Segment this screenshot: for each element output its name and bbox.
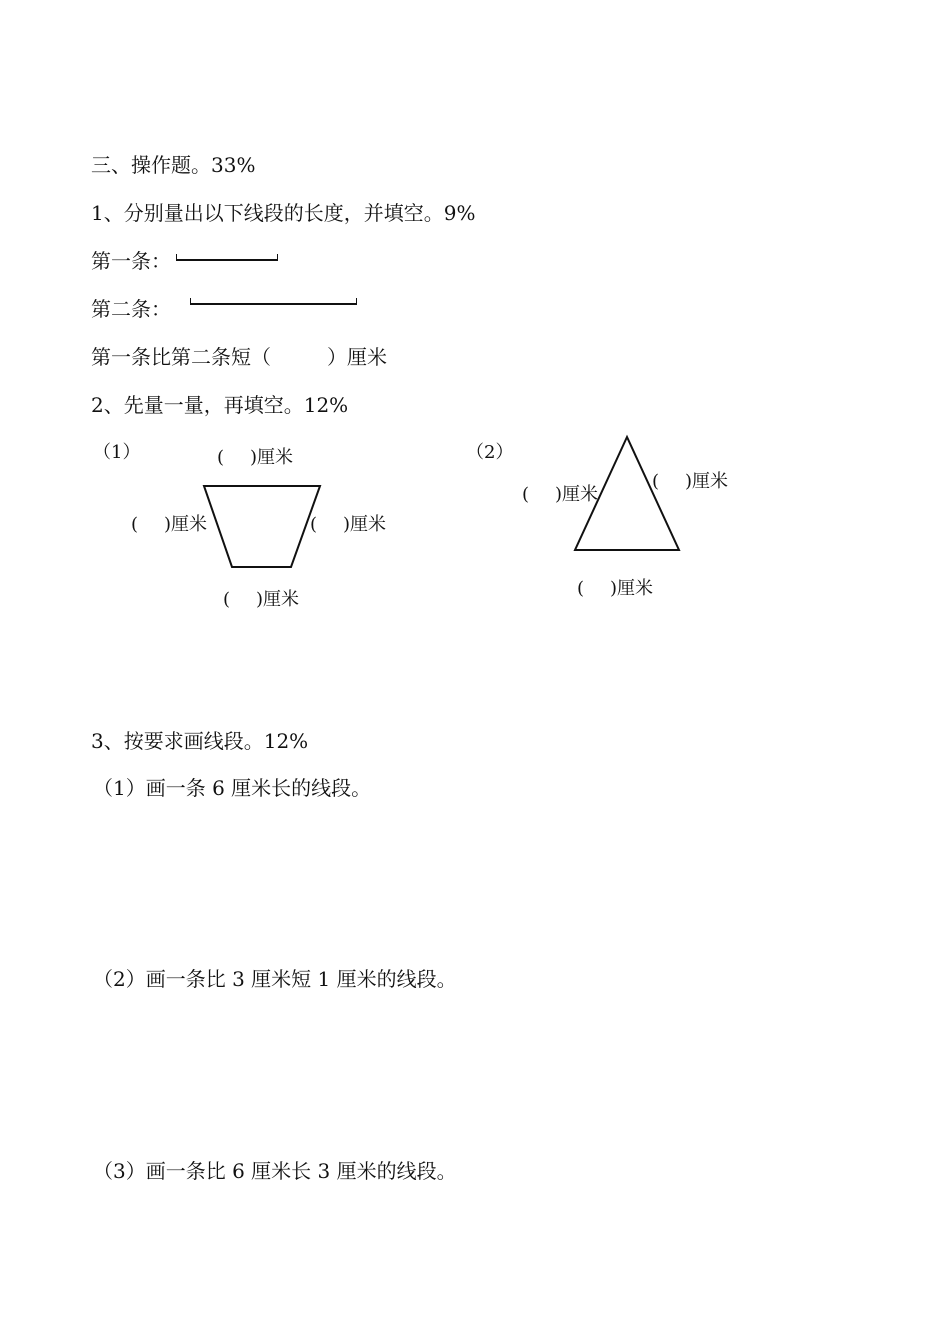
question-3-item-2: （2）画一条比 3 厘米短 1 厘米的线段。 xyxy=(93,967,457,991)
triangle-bottom-blank[interactable]: ( )厘米 xyxy=(577,578,654,599)
trapezoid-right-blank[interactable]: ( )厘米 xyxy=(310,514,387,535)
section-title: 三、操作题。33% xyxy=(91,153,256,177)
trapezoid-top-blank[interactable]: ( )厘米 xyxy=(217,447,294,468)
question-3-item-3: （3）画一条比 6 厘米长 3 厘米的线段。 xyxy=(93,1159,457,1183)
compare-text-after: ）厘米 xyxy=(327,345,387,369)
compare-text-before: 第一条比第二条短（ xyxy=(91,345,271,369)
first-segment-label: 第一条： xyxy=(91,249,171,273)
trapezoid-left-blank[interactable]: ( )厘米 xyxy=(131,514,208,535)
triangle-right-blank[interactable]: ( )厘米 xyxy=(652,471,729,492)
trapezoid-bottom-blank[interactable]: ( )厘米 xyxy=(223,589,300,610)
part-2-label: （2） xyxy=(466,442,514,463)
question-1-title: 1、分别量出以下线段的长度，并填空。9% xyxy=(91,201,476,225)
triangle-left-blank[interactable]: ( )厘米 xyxy=(522,484,599,505)
part-1-label: （1） xyxy=(93,442,141,463)
question-3-item-1: （1）画一条 6 厘米长的线段。 xyxy=(93,776,372,800)
question-3-title: 3、按要求画线段。12% xyxy=(91,729,309,753)
question-2-title: 2、先量一量，再填空。12% xyxy=(91,393,349,417)
second-segment-label: 第二条： xyxy=(91,297,171,321)
